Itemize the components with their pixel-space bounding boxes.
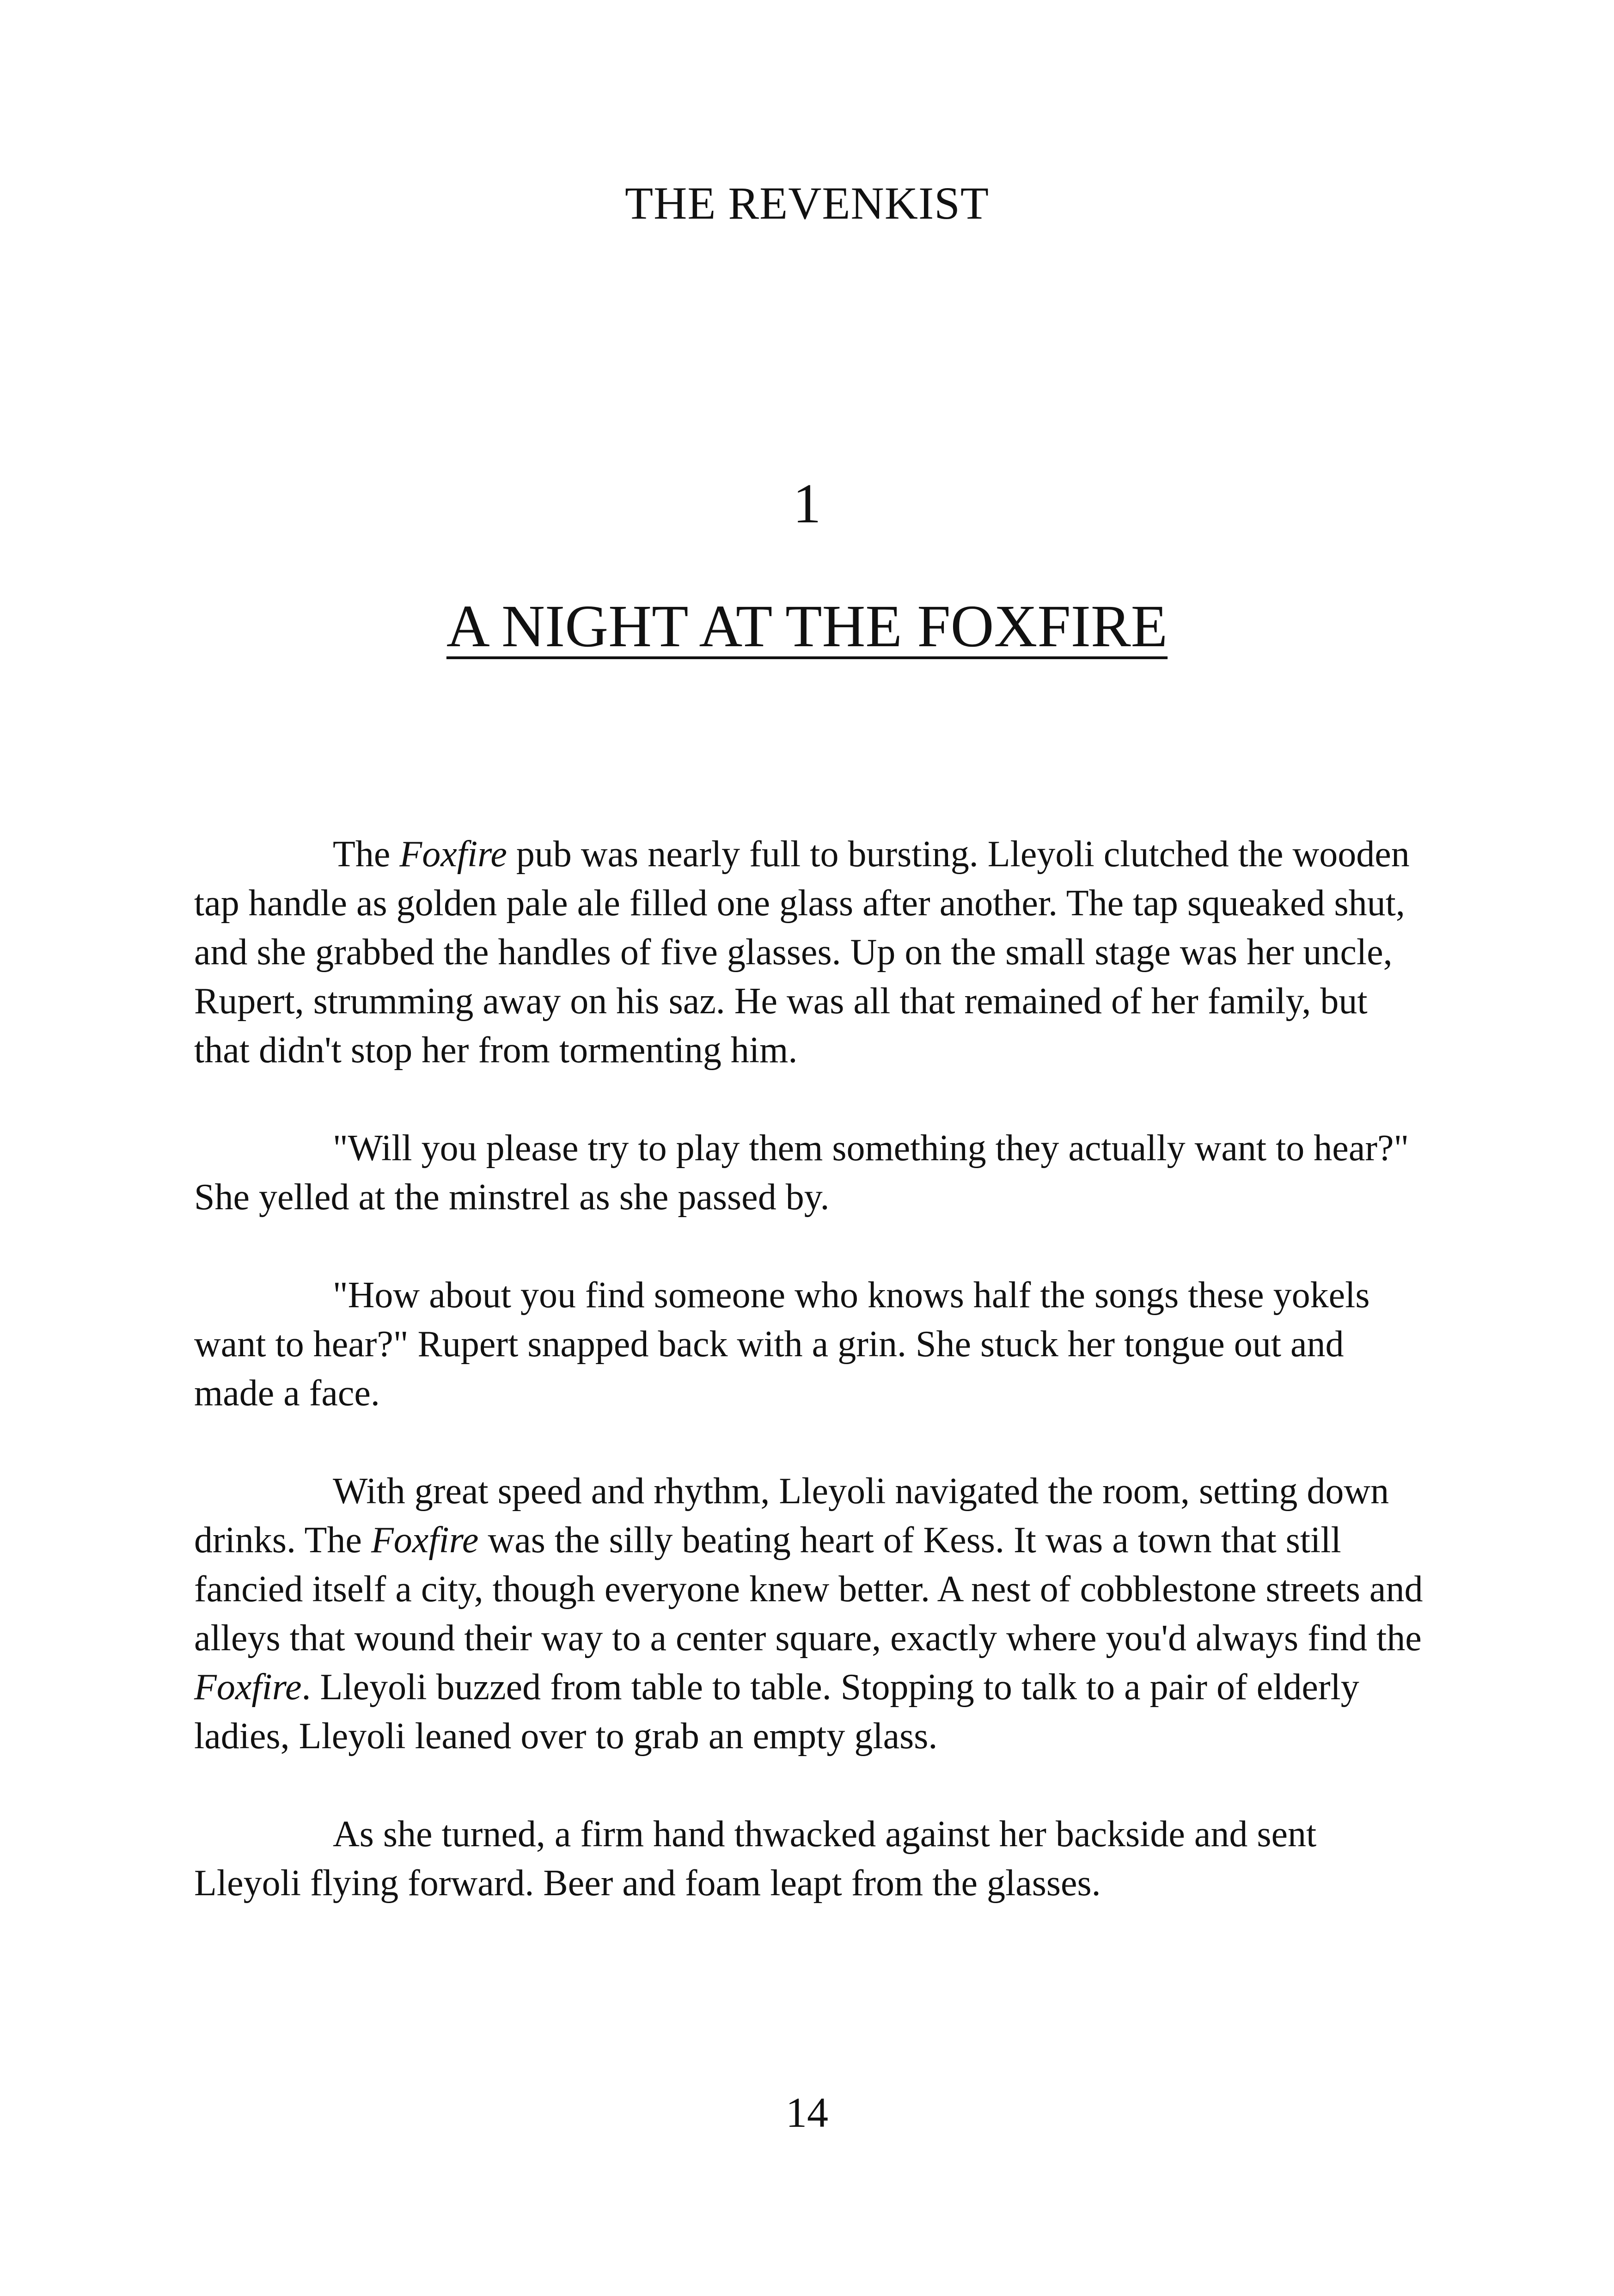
paragraph-1 [194,830,1424,1075]
paragraph-4 [194,1467,1424,1761]
paragraph-segment: pub was nearly full to bursting. Lleyoli clutched the wooden tap handle as golden pale ale filled one glass after another. The tap squeaked shut, and she grabbed the handles of five glasses. Up on the small stage was her uncle, Rupert, strumming away on his saz. He was all that remained of her family, but that didn't stop her from tormenting him. [194,834,1410,1071]
paragraph-segment: was the silly beating heart of Kess. It was a town that still fancied itself a city, though everyone knew better. A nest of cobblestone streets and alleys that wound their way to a center square, exactly where you'd always find the [194,1520,1423,1659]
chapter-title: A NIGHT AT THE FOXFIRE [446,593,1168,660]
chapter-number: 1 [793,472,821,535]
chapter-title-wrapper [0,587,1614,666]
paragraph-2 [194,1124,1424,1222]
running-head: THE REVENKIST [625,178,989,229]
chapter-body [194,830,1424,1908]
page-number: 14 [786,2089,828,2136]
paragraph-segment: "Will you please try to play them something they actually want to hear?" She yelled at the minstrel as she passed by. [194,1128,1409,1218]
paragraph-segment: As she turned, a firm hand thwacked against her backside and sent Lleyoli flying forward. Beer and foam leapt from the glasses. [194,1814,1317,1904]
italic-title-foxfire: Foxfire [399,834,507,875]
paragraph-segment: . Lleyoli buzzed from table to table. Stopping to talk to a pair of elderly ladies, Lleyoli leaned over to grab an empty glass. [194,1667,1359,1757]
paragraph-segment: The [333,834,400,875]
paragraph-segment: With great speed and rhythm, Lleyoli navigated the room, setting down drinks. The [194,1471,1389,1561]
paragraph-3 [194,1271,1424,1418]
paragraph-segment: "How about you find someone who knows half the songs these yokels want to hear?" Rupert snapped back with a grin. She stuck her tongue out and made a face. [194,1275,1370,1414]
italic-title-foxfire: Foxfire [371,1520,479,1561]
italic-title-foxfire: Foxfire [194,1667,302,1708]
paragraph-5 [194,1810,1424,1908]
